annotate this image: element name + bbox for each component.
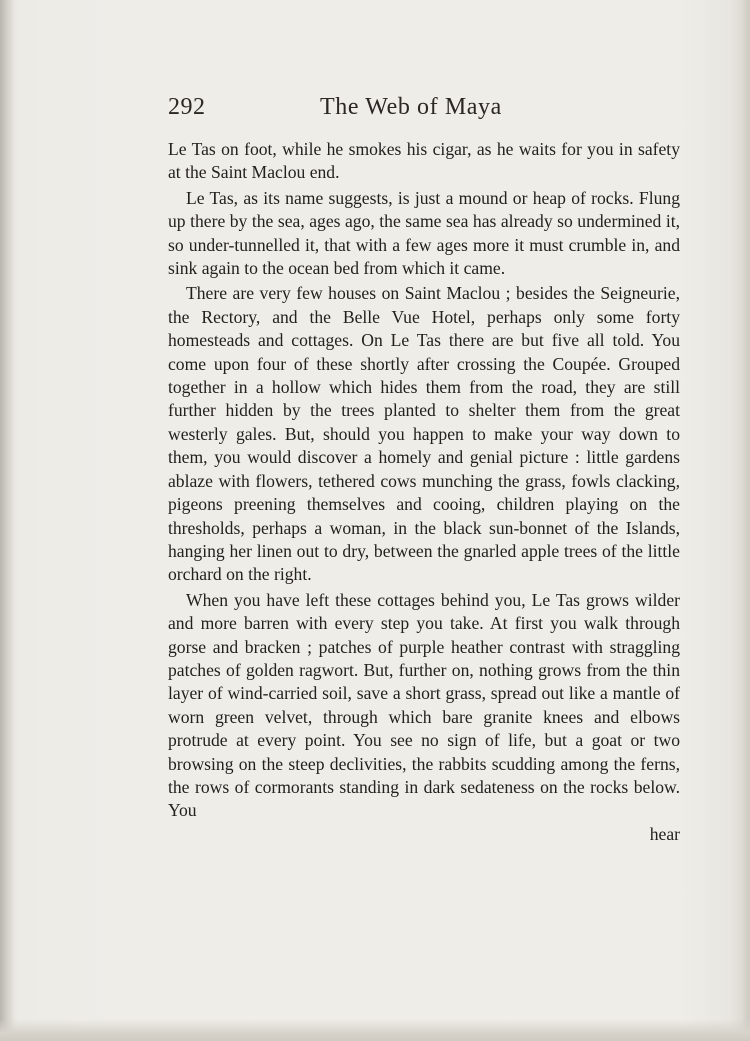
running-head [168,94,680,128]
page-edge-bottom [0,1019,750,1041]
paragraph: When you have left these cottages behind you, Le Tas grows wilder and more barren with every step you take. At first you walk through gorse and bracken ; patches of purple heather contrast with straggling patches of golden ragwort. But, further on, nothing grows from the thin layer of wind-carried soil, save a short grass, spread out like a mantle of worn green velvet, through which bare granite knees and elbows protrude at every point. You see no sign of life, but a goat or two browsing on the steep declivities, the rabbits scudding among the ferns, the rows of cormorants standing in dark sedateness on the rocks below. You [168,589,680,821]
spine-shadow [0,0,14,1041]
page-number: 292 [168,94,206,120]
running-title: The Web of Maya [320,94,502,120]
body-text [168,138,680,846]
paragraph: There are very few houses on Saint Maclou ; besides the Seigneurie, the Rectory, and the Belle Vue Hotel, perhaps only some forty homesteads and cottages. On Le Tas there are but five all told. You come upon four of these shortly after crossing the Coupée. Grouped together in a hollow which hides them from the road, they are still further hidden by the trees planted to shelter them from the great westerly gales. But, should you happen to make your way down to them, you would discover a homely and genial picture : little gardens ablaze with flowers, tethered cows munching the grass, fowls clacking, pigeons preening themselves and cooing, children playing on the thresholds, perhaps a woman, in the black sun-bonnet of the Islands, hanging her linen out to dry, between the gnarled apple trees of the little orchard on the right. [168,283,680,585]
paragraph-continued: Le Tas on foot, while he smokes his cigar, as he waits for you in safety at the Saint Maclou end. [168,139,680,183]
catchword: hear [649,823,680,844]
paragraph: Le Tas, as its name suggests, is just a mound or heap of rocks. Flung up there by the sea, ages ago, the same sea has already so undermined it, so under-tunnelled it, that with a few ages more it must crumble in, and sink again to the ocean bed from which it came. [168,187,680,279]
page-edge-right [742,0,750,1041]
